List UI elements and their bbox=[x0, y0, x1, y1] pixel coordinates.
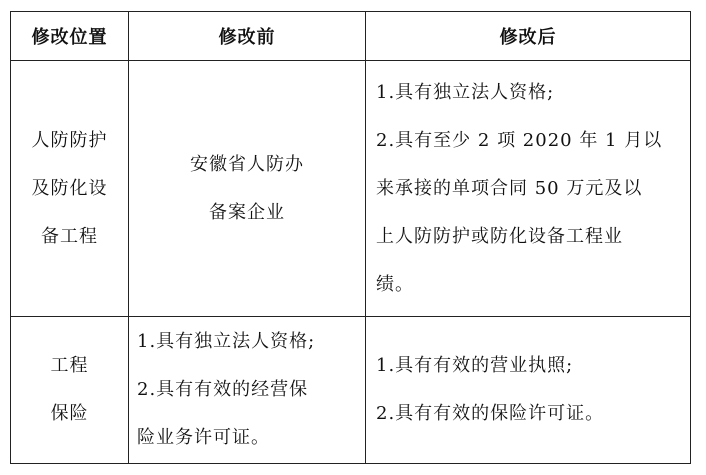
before-line: 安徽省人防办 bbox=[190, 153, 304, 175]
position-line: 人防防护 bbox=[31, 129, 108, 151]
header-before: 修改前 bbox=[129, 12, 366, 61]
after-line: 2.具有至少 2 项 2020 年 1 月以 bbox=[376, 129, 663, 151]
after-cell bbox=[366, 61, 691, 317]
after-line: 上人防防护或防化设备工程业 bbox=[376, 225, 623, 247]
before-line: 险业务许可证。 bbox=[137, 427, 270, 448]
after-line: 1.具有有效的营业执照; bbox=[376, 355, 574, 376]
before-line: 2.具有有效的经营保 bbox=[137, 379, 309, 400]
position-cell bbox=[11, 61, 129, 317]
after-line: 来承接的单项合同 50 万元及以 bbox=[376, 177, 643, 199]
after-line: 2.具有有效的保险许可证。 bbox=[376, 403, 605, 424]
position-cell bbox=[11, 317, 129, 464]
table-row bbox=[11, 61, 691, 317]
position-line: 备工程 bbox=[41, 225, 98, 247]
before-cell bbox=[129, 61, 366, 317]
header-after: 修改后 bbox=[366, 12, 691, 61]
before-line: 备案企业 bbox=[209, 201, 285, 223]
position-line: 工程 bbox=[50, 355, 89, 376]
header-row bbox=[11, 12, 691, 61]
position-line: 及防化设 bbox=[31, 177, 108, 199]
modification-table bbox=[10, 11, 691, 464]
table-row bbox=[11, 317, 691, 464]
before-line: 1.具有独立法人资格; bbox=[137, 331, 316, 352]
before-cell bbox=[129, 317, 366, 464]
after-line: 绩。 bbox=[376, 273, 414, 295]
header-position: 修改位置 bbox=[11, 12, 129, 61]
after-cell bbox=[366, 317, 691, 464]
position-line: 保险 bbox=[50, 403, 89, 424]
after-line: 1.具有独立法人资格; bbox=[376, 81, 555, 103]
